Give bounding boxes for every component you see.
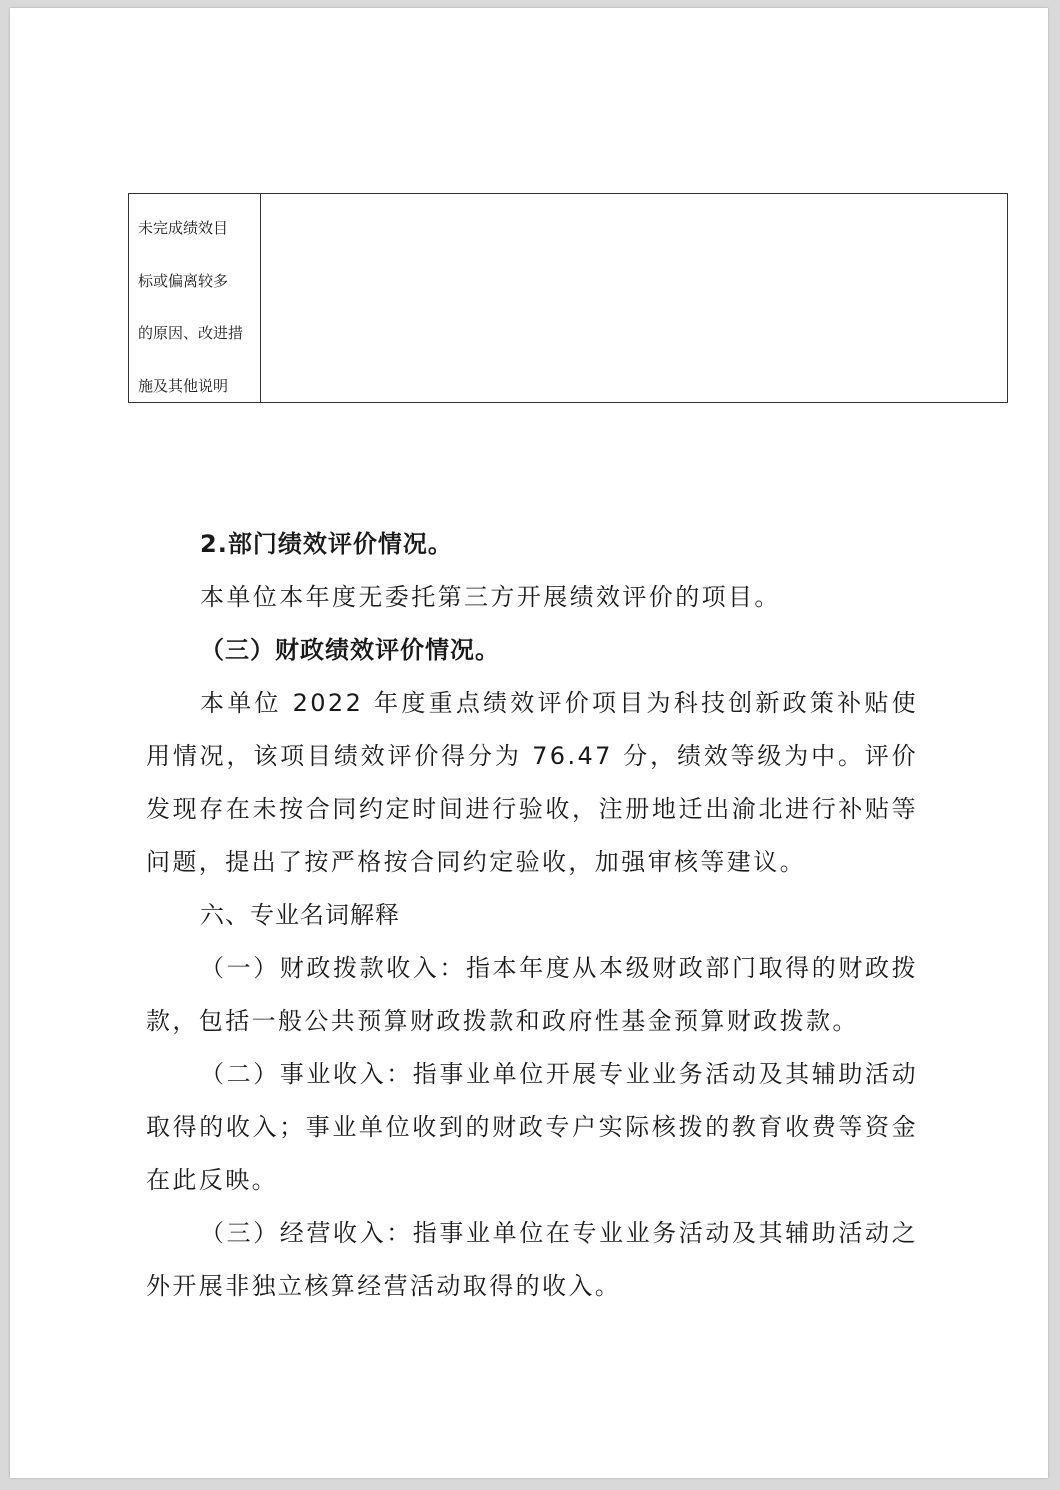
section-heading-fiscal-evaluation: （三）财政绩效评价情况。 (200, 636, 500, 664)
document-body (146, 518, 918, 1313)
document-page (10, 8, 1048, 1478)
table-label-line: 施及其他说明 (138, 376, 229, 395)
paragraph-fiscal-appropriation: （一）财政拨款收入：指本年度从本级财政部门取得的财政拨款，包括一般公共预算财政拨款和政府性基金预算财政拨款。 (146, 954, 918, 1035)
performance-table (128, 193, 1008, 403)
table-label-line: 未完成绩效目 (138, 219, 229, 237)
paragraph-fiscal-evaluation: 本单位 2022 年度重点绩效评价项目为科技创新政策补贴使用情况，该项目绩效评价得分为 76.47 分，绩效等级为中。评价发现存在未按合同约定时间进行验收，注册地迁出渝北进行补贴等问题，提出了按严格按合同约定验收，加强审核等建议。 (146, 689, 918, 876)
table-label-cell (129, 194, 261, 402)
table-label-line: 的原因、改进措 (138, 324, 244, 342)
section-heading-glossary: 六、专业名词解释 (200, 901, 400, 929)
paragraph-no-third-party: 本单位本年度无委托第三方开展绩效评价的项目。 (200, 583, 781, 611)
paragraph-operating-income: （三）经营收入：指事业单位在专业业务活动及其辅助活动之外开展非独立核算经营活动取得的收入。 (146, 1219, 918, 1300)
paragraph-business-income: （二）事业收入：指事业单位开展专业业务活动及其辅助活动取得的收入；事业单位收到的财政专户实际核拨的教育收费等资金在此反映。 (146, 1060, 918, 1194)
table-content-cell (261, 194, 1007, 402)
section-heading-dept-evaluation: 2.部门绩效评价情况。 (200, 530, 453, 558)
table-label-line: 标或偏离较多 (138, 271, 229, 290)
